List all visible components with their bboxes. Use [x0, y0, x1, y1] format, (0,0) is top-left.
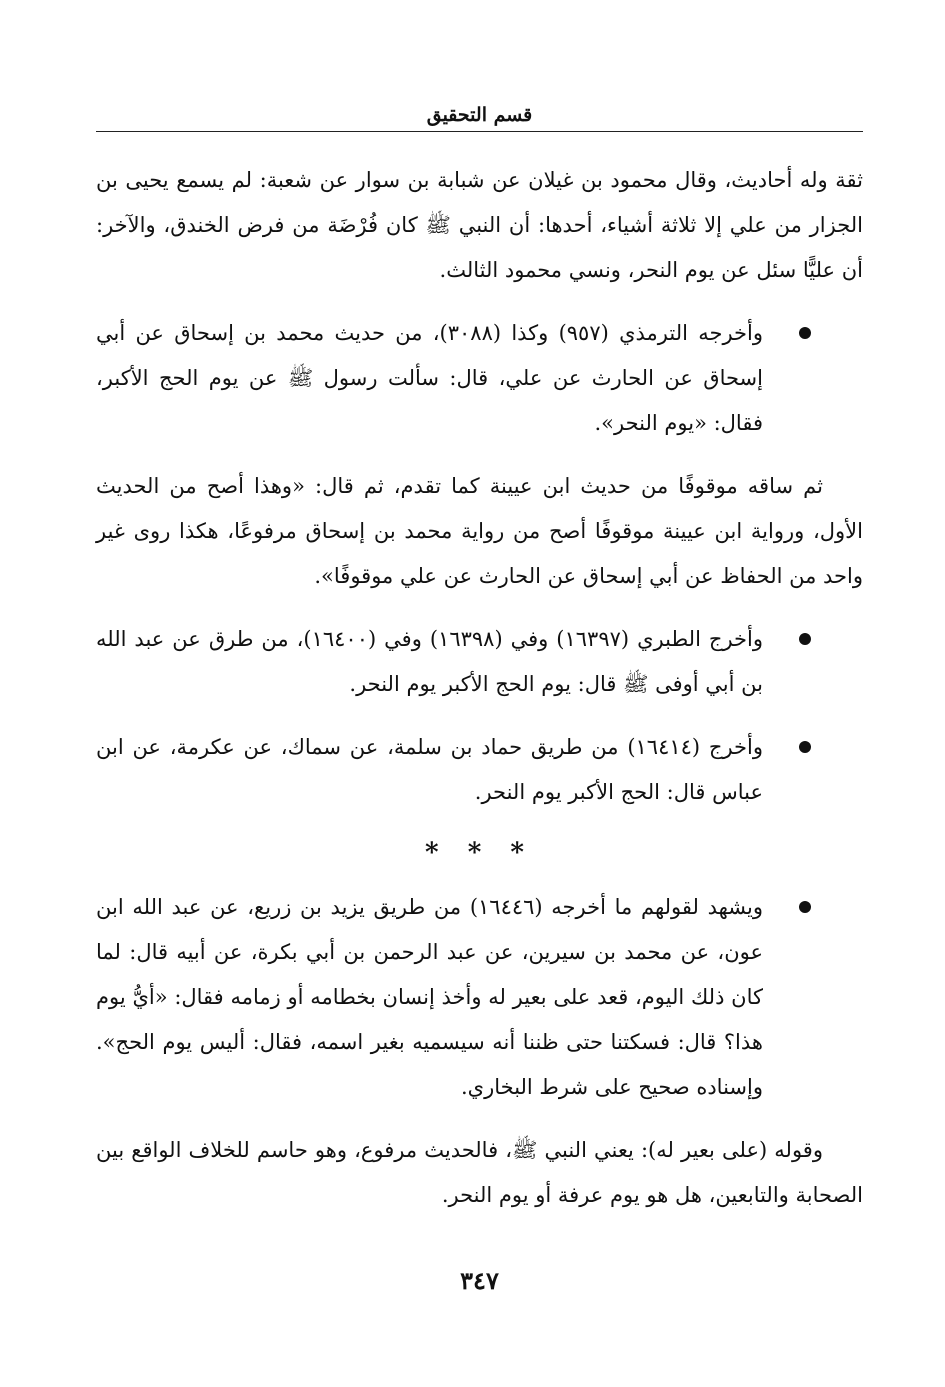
- bullet-item-1-text: وأخرجه الترمذي (٩٥٧) وكذا (٣٠٨٨)، من حديث محمد بن إسحاق عن أبي إسحاق عن الحارث عن علي، قال: سألت رسول ﷺ عن يوم الحج الأكبر، فقال: «يوم النحر».: [96, 321, 764, 435]
- page-header-title: قسم التحقيق: [426, 104, 533, 126]
- bullet-item-1: [96, 311, 863, 446]
- bullet-item-3: [96, 725, 863, 815]
- paragraph-3: وقوله (على بعير له): يعني النبي ﷺ، فالحديث مرفوع، وهو حاسم للخلاف الواقع بين الصحابة والتابعين، هل هو يوم عرفة أو يوم النحر.: [96, 1138, 863, 1207]
- bullet-item-3-text: وأخرج (١٦٤١٤) من طريق حماد بن سلمة، عن سماك، عن عكرمة، عن ابن عباس قال: الحج الأكبر يوم النحر.: [96, 735, 763, 804]
- bullet-dot-icon: [799, 327, 811, 339]
- header-rule: [96, 131, 863, 132]
- bullet-item-2-text: وأخرج الطبري (١٦٣٩٧) وفي (١٦٣٩٨) وفي (١٦٤٠٠)، من طرق عن عبد الله بن أبي أوفى ﷺ قال: يوم الحج الأكبر يوم النحر.: [96, 627, 763, 696]
- paragraph-2: ثم ساقه موقوفًا من حديث ابن عيينة كما تقدم، ثم قال: «وهذا أصح من الحديث الأول، ورواية ابن عيينة موقوفًا أصح من رواية محمد بن إسحاق مرفوعًا، هكذا روى غير واحد من الحفاظ عن أبي إسحاق عن الحارث عن علي موقوفًا».: [96, 474, 863, 588]
- bullet-item-4: [96, 885, 863, 1110]
- section-separator: * * *: [425, 838, 534, 868]
- page-body: [96, 158, 863, 1236]
- bullet-dot-icon: [799, 741, 811, 753]
- bullet-item-4-text: ويشهد لقولهم ما أخرجه (١٦٤٤٦) من طريق يزيد بن زريع، عن عبد الله ابن عون، عن محمد بن سيرين، عن عبد الرحمن بن أبي بكرة، عن أبيه قال: لما كان ذلك اليوم، قعد على بعير له وأخذ إنسان بخطامه أو زمامه فقال: «أيُّ يوم هذا؟ قال: فسكتنا حتى ظننا أنه سيسميه بغير اسمه، فقال: أليس يوم الحج». وإسناده صحيح على شرط البخاري.: [96, 895, 764, 1099]
- page-number: ٣٤٧: [460, 1266, 499, 1295]
- paragraph-1: ثقة وله أحاديث، وقال محمود بن غيلان عن شبابة بن سوار عن شعبة: لم يسمع يحيى بن الجزار من علي إلا ثلاثة أشياء، أحدها: أن النبي ﷺ كان فُرْضَة من فرض الخندق، والآخر: أن عليًّا سئل عن يوم النحر، ونسي محمود الثالث.: [96, 168, 863, 282]
- bullet-item-2: [96, 617, 863, 707]
- bullet-dot-icon: [799, 901, 811, 913]
- bullet-dot-icon: [799, 633, 811, 645]
